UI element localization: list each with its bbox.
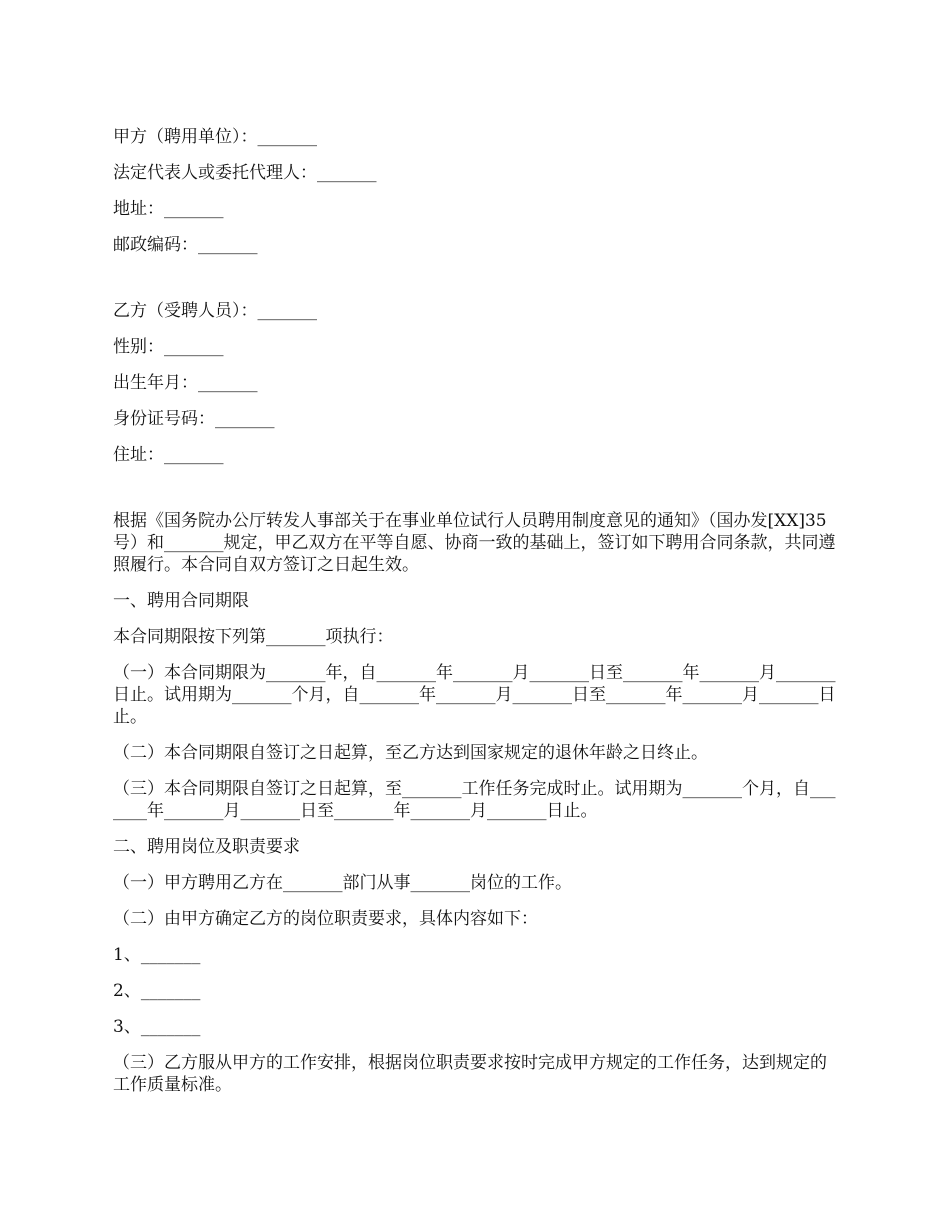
duty-item-2: 2、_______ <box>113 981 201 1001</box>
party-b-gender: 性别：_______ <box>113 337 224 357</box>
section-1-item-1: （一）本合同期限为_______年，自_______年_______月_______日至_______年_______月_______日止。试用期为_______个月，自_______年_______月_______日至_______年_______月_______日止。 <box>113 663 836 727</box>
party-b-id-number: 身份证号码：_______ <box>113 409 275 429</box>
section-1-title: 一、聘用合同期限 <box>113 591 249 611</box>
intro-paragraph: 根据《国务院办公厅转发人事部关于在事业单位试行人员聘用制度意见的通知》（国办发[XX]35号）和_______规定，甲乙双方在平等自愿、协商一致的基础上，签订如下聘用合同条款，共同遵照履行。本合同自双方签订之日起生效。 <box>113 511 836 575</box>
spacer <box>113 480 841 510</box>
section-1-lead: 本合同期限按下列第_______项执行： <box>113 627 394 647</box>
section-1-item-2: （二）本合同期限自签订之日起算，至乙方达到国家规定的退休年龄之日终止。 <box>113 743 708 763</box>
party-a-employer: 甲方（聘用单位）：_______ <box>113 127 317 147</box>
section-2-item-3: （三）乙方服从甲方的工作安排，根据岗位职责要求按时完成甲方规定的工作任务，达到规定的工作质量标准。 <box>113 1053 827 1095</box>
party-a-postcode: 邮政编码：_______ <box>113 235 258 255</box>
duty-item-3: 3、_______ <box>113 1017 201 1037</box>
party-a-address: 地址：_______ <box>113 199 224 219</box>
spacer <box>113 270 841 300</box>
section-2-title: 二、聘用岗位及职责要求 <box>113 837 300 857</box>
party-b-employee: 乙方（受聘人员）：_______ <box>113 301 317 321</box>
duty-item-1: 1、_______ <box>113 945 201 965</box>
party-b-birth: 出生年月：_______ <box>113 373 258 393</box>
section-2-item-1: （一）甲方聘用乙方在_______部门从事_______岗位的工作。 <box>113 873 572 893</box>
section-2-item-2: （二）由甲方确定乙方的岗位职责要求，具体内容如下： <box>113 909 538 929</box>
section-1-item-3: （三）本合同期限自签订之日起算，至_______工作任务完成时止。试用期为_______个月，自_______年_______月_______日至_______年_______月_______日止。 <box>113 779 836 821</box>
party-a-representative: 法定代表人或委托代理人：_______ <box>113 163 377 183</box>
party-b-residence: 住址：_______ <box>113 445 224 465</box>
contract-document <box>113 126 841 1110</box>
